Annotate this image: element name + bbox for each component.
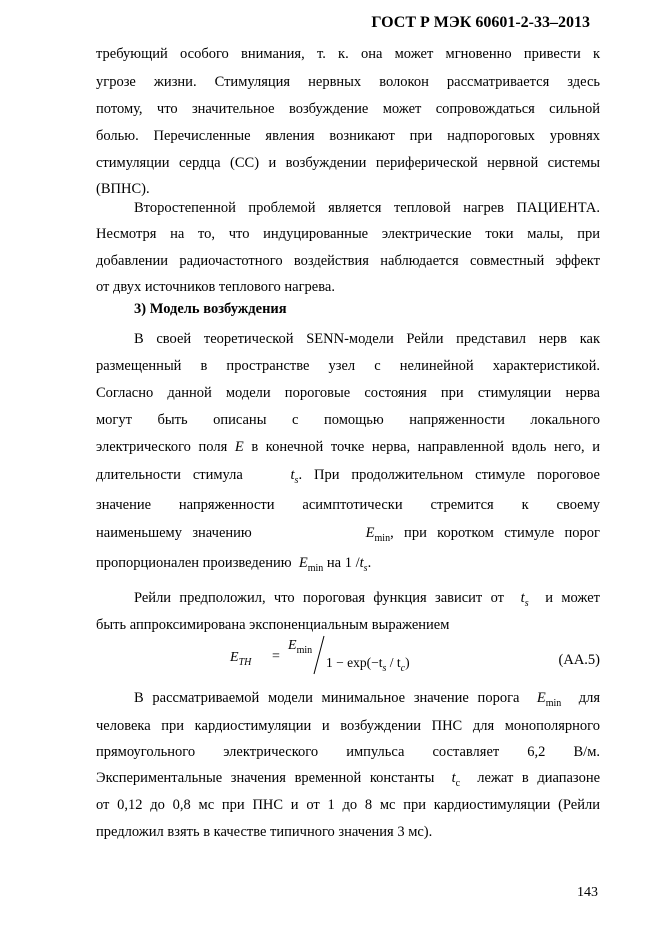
section-heading: 3) Модель возбуждения xyxy=(134,301,287,317)
text-line: Экспериментальные значения временной константы $t_c$ лежат в диапазоне xyxy=(96,770,601,789)
text-line: Согласно данной модели пороговые состояния при стимуляции нерва xyxy=(96,385,600,401)
text-line: пропорционален произведению $E_{min}$ на 1 $/t_s$. xyxy=(96,555,372,574)
text-line: прямоугольного электрического импульса составляет 6,2 В/м. xyxy=(96,744,600,760)
text-line: от двух источников теплового нагрева. xyxy=(96,279,335,295)
text-line: электрического поля E в конечной точке нерва, направленной вдоль него, и xyxy=(96,439,600,455)
text-line: Второстепенной проблемой является тепловой нагрев ПАЦИЕНТА. xyxy=(134,200,600,216)
text-line: В своей теоретической SENN-модели Рейли представил нерв как xyxy=(134,331,600,347)
text-line: стимуляции сердца (СС) и возбуждении периферической нервной системы xyxy=(96,155,600,171)
text-line: требующий особого внимания, т. к. она может мгновенно привести к xyxy=(96,46,600,62)
text-line: предложил взять в качестве типичного значения 3 мс). xyxy=(96,824,433,840)
text-line: длительности стимула $t_s$. При продолжительном стимуле пороговое xyxy=(96,467,600,486)
equation-number: (AA.5) xyxy=(558,652,600,668)
fraction-slash xyxy=(312,634,326,676)
text-line: (ВПНС). xyxy=(96,181,150,197)
text-line: Несмотря на то, что индуцированные электрические токи малы, при xyxy=(96,226,600,242)
text-line: В рассматриваемой модели минимальное значение порога $E_{min}$ для xyxy=(134,690,601,709)
text-line: быть аппроксимирована экспоненциальным выражением xyxy=(96,617,450,633)
text-line: болью. Перечисленные явления возникают при надпороговых уровнях xyxy=(96,128,600,144)
document-header: ГОСТ Р МЭК 60601-2-33–2013 xyxy=(371,14,590,31)
text-line: угрозе жизни. Стимуляция нервных волокон рассматривается здесь xyxy=(96,74,600,90)
formula-aa5: $E_{TH}$ = $E_{min}$ $1 - \exp(-t_s / t_c)$ xyxy=(230,632,430,678)
text-line: наименьшему значению $E_{min}$, при коротком стимуле порог xyxy=(96,525,601,544)
text-line: потому, что значительное возбуждение может сопровождаться сильной xyxy=(96,101,600,117)
text-line: размещенный в пространстве узел с нелинейной характеристикой. xyxy=(96,358,600,374)
text-line: значение напряженности асимптотически стремится к своему xyxy=(96,497,600,513)
page-number: 143 xyxy=(577,885,598,900)
text-line: добавлении радиочастотного воздействия наблюдается совместный эффект xyxy=(96,253,600,269)
text-line: человека при кардиостимуляции и возбуждении ПНС для монополярного xyxy=(96,718,600,734)
text-line: от 0,12 до 0,8 мс при ПНС и от 1 до 8 мс при кардиостимуляции (Рейли xyxy=(96,797,600,813)
text-line: могут быть описаны с помощью напряженности локального xyxy=(96,412,600,428)
text-line: Рейли предположил, что пороговая функция зависит от $t_s$ и может xyxy=(134,590,600,609)
